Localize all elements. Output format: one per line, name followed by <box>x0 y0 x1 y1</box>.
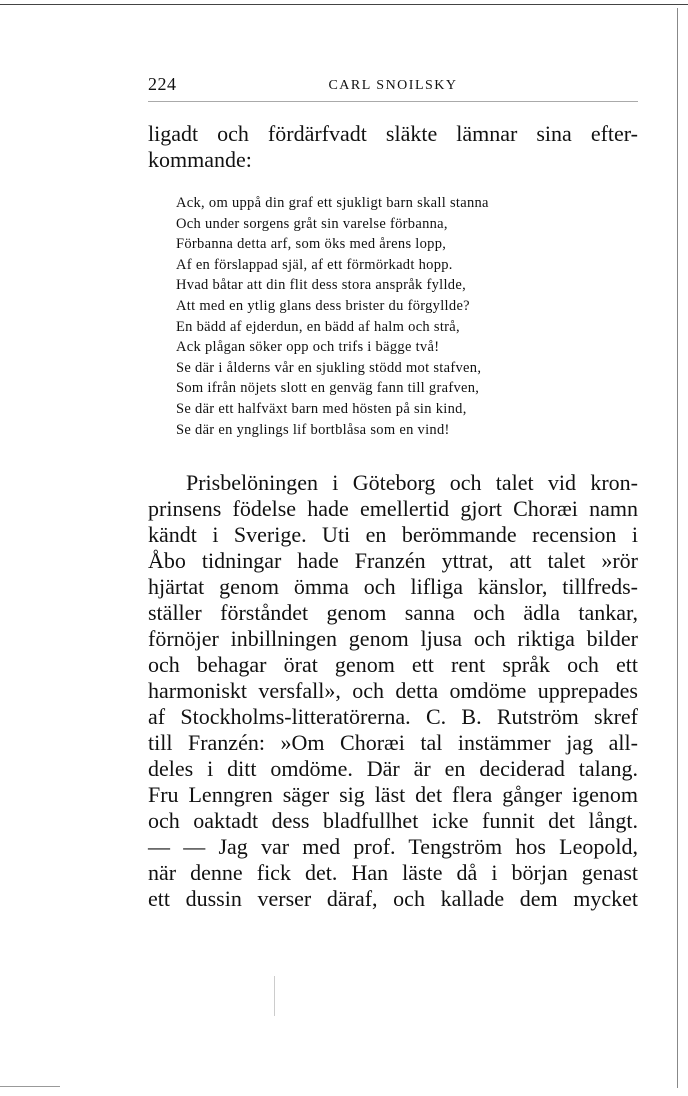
body-line: Fru Lenngren säger sig läst det flera gånger igenom <box>148 782 638 808</box>
intro-line: kommande: <box>148 147 252 172</box>
page-edge-right <box>677 8 678 1088</box>
poem-verse: Ack plågan söker opp och trifs i bägge två! <box>176 339 440 356</box>
page-header <box>148 70 638 100</box>
body-line: och behagar örat genom ett rent språk och ett <box>148 652 638 678</box>
body-line: ett dussin verser däraf, och kallade dem mycket <box>148 886 638 912</box>
page-number: 224 <box>148 74 177 94</box>
poem-verse: Förbanna detta arf, som öks med årens lopp, <box>176 236 447 253</box>
body-line: till Franzén: »Om Choræi tal instämmer jag all- <box>148 730 638 756</box>
poem-verse: Och under sorgens gråt sin varelse förbanna, <box>176 215 448 232</box>
body-line: af Stockholms-litteratörerna. C. B. Rutström skref <box>148 704 638 730</box>
body-line: när denne fick det. Han läste då i början genast <box>148 860 638 886</box>
body-line: Åbo tidningar hade Franzén yttrat, att talet »rör <box>148 548 638 574</box>
poem-block <box>176 193 638 440</box>
page-edge-top <box>0 4 688 5</box>
body-line: harmoniskt versfall», och detta omdöme upprepades <box>148 678 638 704</box>
body-line: prinsens födelse hade emellertid gjort Choræi namn <box>148 496 638 522</box>
body-line: kändt i Sverige. Uti en berömmande recension i <box>148 522 638 548</box>
intro-paragraph <box>148 121 638 173</box>
running-title: CARL SNOILSKY <box>328 78 458 93</box>
body-paragraph <box>148 470 638 912</box>
poem-verse: Att med en ytlig glans dess brister du förgyllde? <box>176 297 470 314</box>
body-line: hjärtat genom ömma och lifliga känslor, tillfreds- <box>148 574 638 600</box>
poem-verse: En bädd af ejderdun, en bädd af halm och strå, <box>176 318 460 335</box>
poem-verse: Se där en ynglings lif bortblåsa som en vind! <box>176 421 450 438</box>
poem-verse: Af en förslappad själ, af ett förmörkadt hopp. <box>176 256 453 273</box>
intro-line: ligadt och fördärfvadt släkte lämnar sina efter- <box>148 121 638 146</box>
body-line: — — Jag var med prof. Tengström hos Leopold, <box>148 834 638 860</box>
body-line: ställer förståndet genom sanna och ädla tankar, <box>148 600 638 626</box>
poem-verse: Se där i ålderns vår en sjukling stödd mot stafven, <box>176 359 482 376</box>
poem-verse: Som ifrån nöjets slott en genväg fann till grafven, <box>176 380 480 397</box>
page-edge-bottom <box>0 1086 60 1087</box>
header-rule <box>148 101 638 102</box>
poem-verse: Hvad båtar att din flit dess stora anspråk fyllde, <box>176 277 467 294</box>
scan-artifact <box>274 976 275 1016</box>
poem-verse: Ack, om uppå din graf ett sjukligt barn skall stanna <box>176 195 489 211</box>
body-line: Prisbelöningen i Göteborg och talet vid kron- <box>186 470 638 496</box>
body-line: förnöjer inbillningen genom ljusa och riktiga bilder <box>148 626 638 652</box>
body-line: och oaktadt dess bladfullhet icke funnit det långt. <box>148 808 638 834</box>
book-page <box>148 70 638 912</box>
poem-verse: Se där ett halfväxt barn med hösten på sin kind, <box>176 400 467 417</box>
body-line: deles i ditt omdöme. Där är en deciderad talang. <box>148 756 638 782</box>
